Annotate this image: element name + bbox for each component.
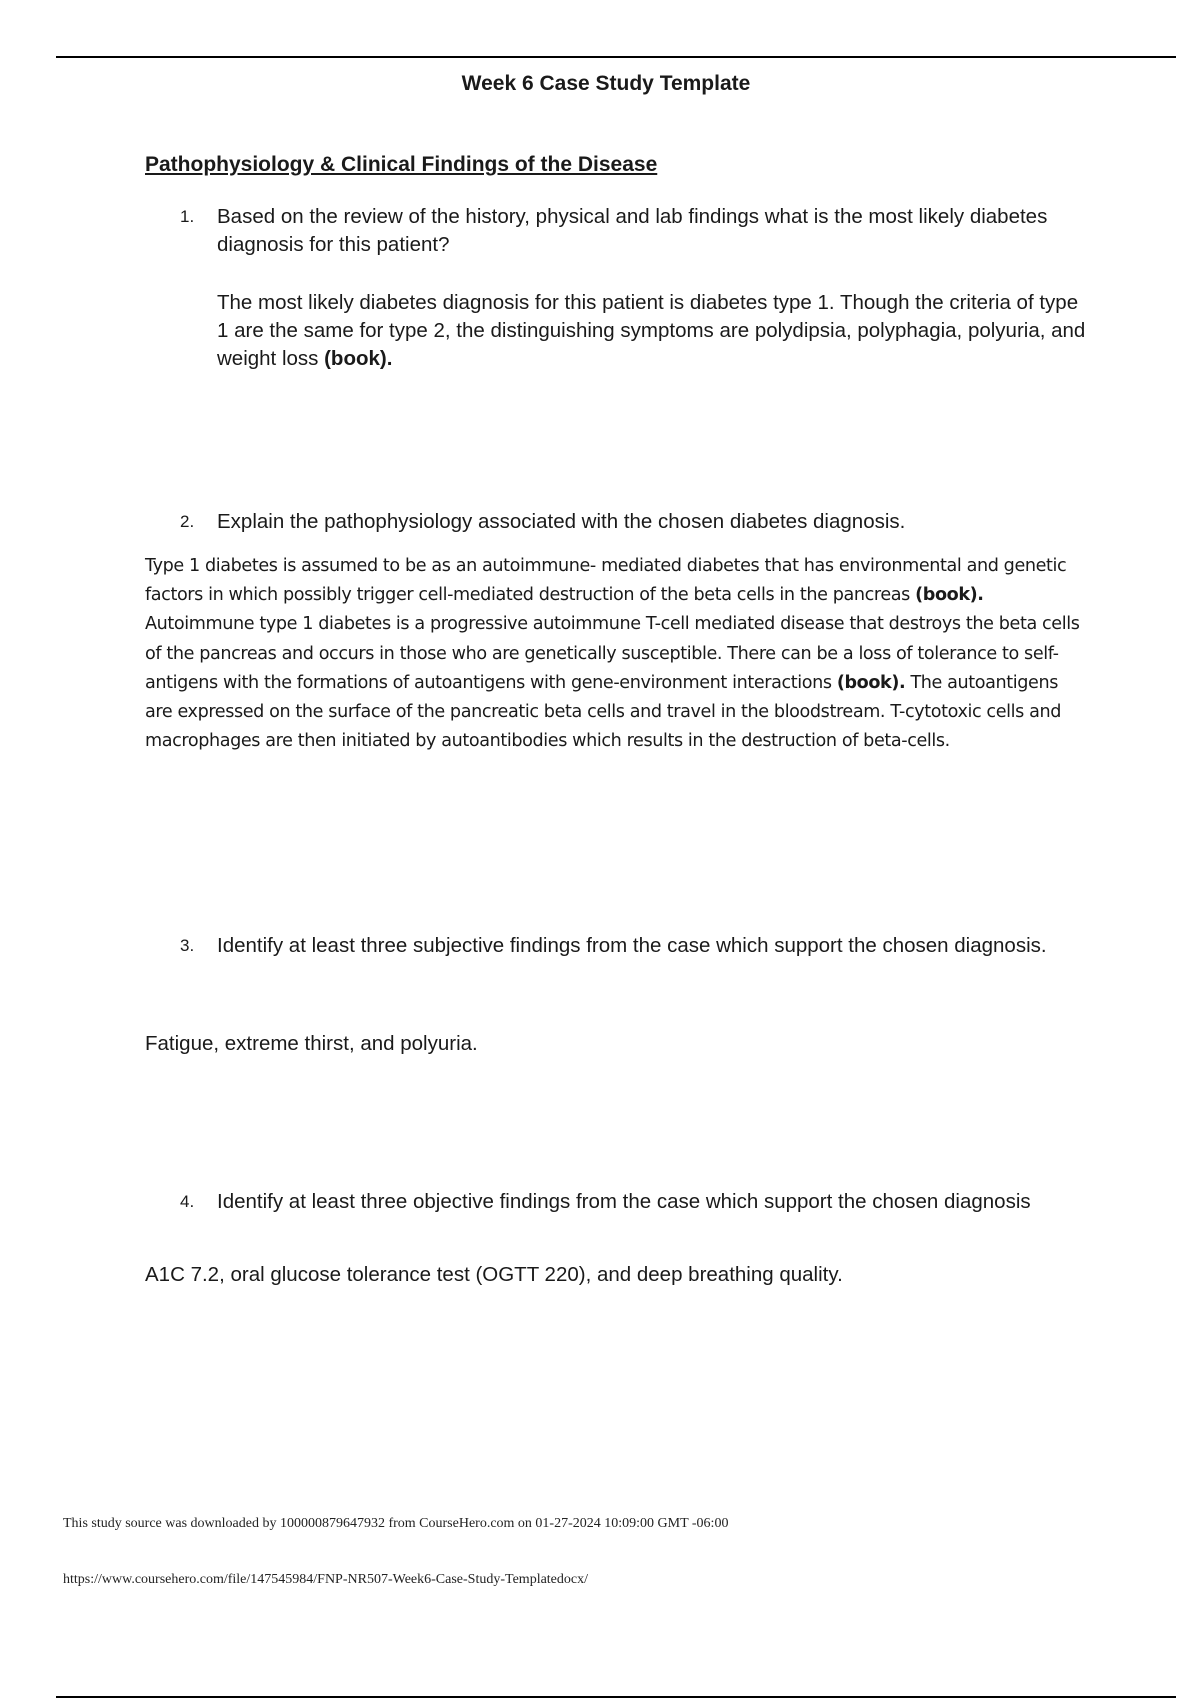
source-url[interactable]: https://www.coursehero.com/file/147545984/FNP-NR507-Week6-Case-Study-Templatedocx/ <box>63 1572 588 1587</box>
question-text: Explain the pathophysiology associated with the chosen diabetes diagnosis. <box>217 510 906 533</box>
answer-4: A1C 7.2, oral glucose tolerance test (OGTT 220), and deep breathing quality. <box>145 1263 843 1286</box>
top-rule <box>56 56 1176 58</box>
question-number: 3. <box>180 936 195 955</box>
question-4 <box>145 1188 1085 1216</box>
source-notice: This study source was downloaded by 100000879647932 from CourseHero.com on 01-27-2024 10:09:00 GMT -06:00 <box>63 1516 729 1531</box>
question-2 <box>145 508 1085 536</box>
bottom-rule <box>56 1696 1176 1698</box>
answer-citation-2: (book). <box>836 672 906 693</box>
question-text: Based on the review of the history, physical and lab findings what is the most likely diabetes diagnosis for this patient? <box>217 205 1048 256</box>
answer-citation-1: (book). <box>915 585 984 606</box>
question-text: Identify at least three subjective findings from the case which support the chosen diagnosis. <box>217 934 1047 957</box>
answer-3: Fatigue, extreme thirst, and polyuria. <box>145 1032 478 1055</box>
answer-2 <box>145 552 1085 756</box>
answer-citation: (book). <box>324 347 393 370</box>
question-number: 1. <box>180 207 195 226</box>
answer-text: The most likely diabetes diagnosis for this patient is diabetes type 1. Though the criteria of type 1 are the same for type 2, the distinguishing symptoms are polydipsia, polyphagia, polyuria, and weight loss <box>217 291 1086 370</box>
answer-part-2: Autoimmune type 1 diabetes is a progressive autoimmune T-cell mediated disease that destroys the beta cells of the pancreas and occurs in those who are genetically susceptible. There can be a loss of tolerance to self-antigens with the formations of autoantigens with gene-environment interactions <box>145 614 1080 693</box>
question-1 <box>145 203 1085 259</box>
document-title: Week 6 Case Study Template <box>461 72 751 95</box>
answer-part-3: The autoantigens are expressed on the surface of the pancreatic beta cells and travel in the bloodstream. T-cytotoxic cells and macrophages are then initiated by autoantibodies which results in the destruction of beta-cells. <box>145 672 1061 752</box>
answer-part-1: Type 1 diabetes is assumed to be as an autoimmune- mediated diabetes that has environmental and genetic factors in which possibly trigger cell-mediated destruction of the beta cells in the pancreas <box>145 556 1067 606</box>
answer-1 <box>217 289 1087 373</box>
question-3 <box>145 932 1085 960</box>
question-text: Identify at least three objective findings from the case which support the chosen diagnosis <box>217 1190 1031 1213</box>
question-number: 2. <box>180 512 195 531</box>
question-number: 4. <box>180 1192 195 1211</box>
section-heading: Pathophysiology & Clinical Findings of the Disease <box>145 153 658 176</box>
